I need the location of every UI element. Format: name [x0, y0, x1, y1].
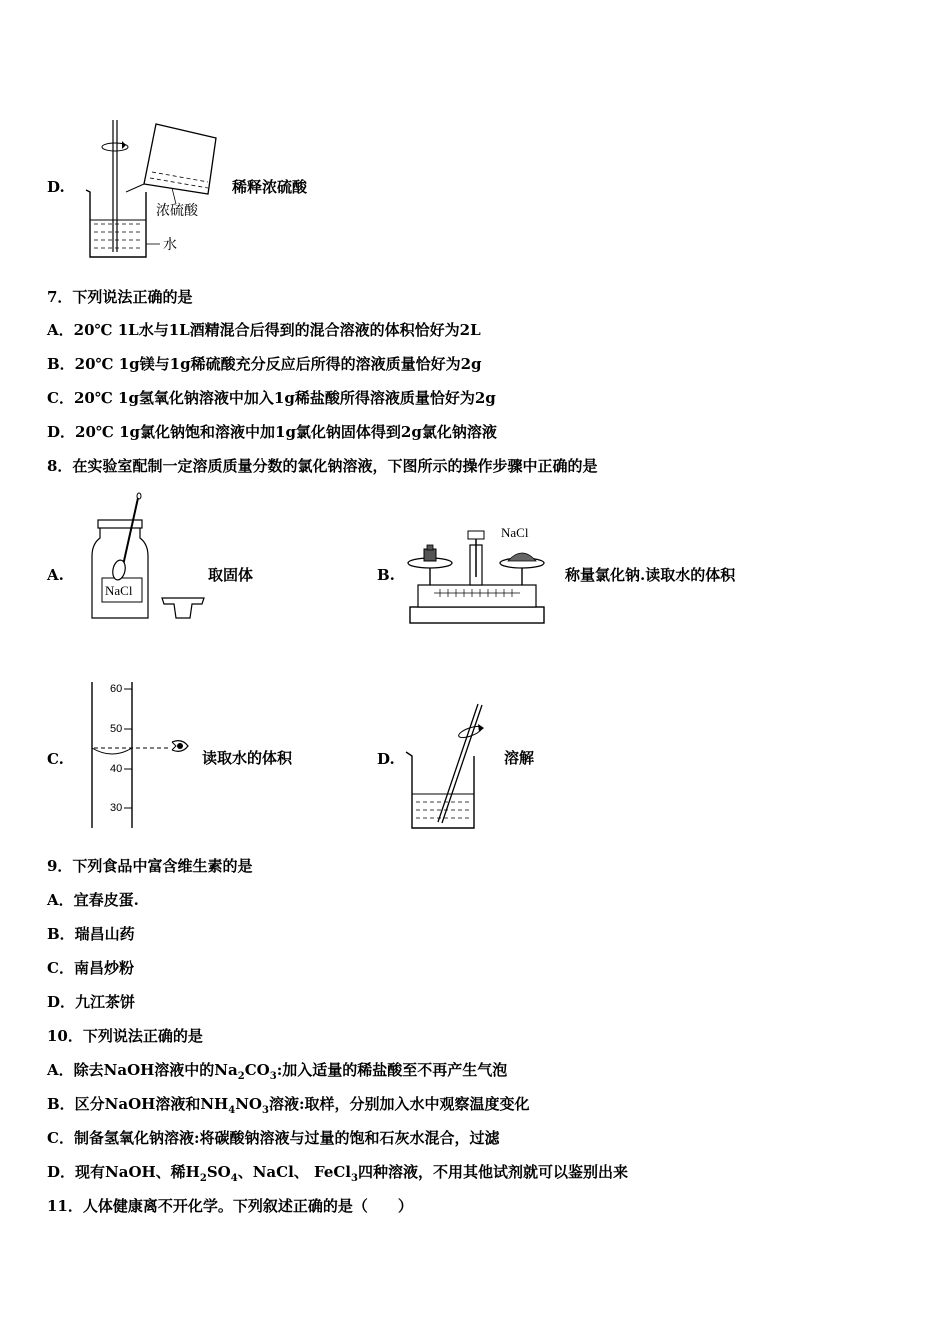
tick-30: 30	[110, 802, 123, 814]
label-nacl-pan: NaCl	[501, 525, 529, 540]
q7-option-d: D．20℃ 1g氯化钠饱和溶液中加1g氯化钠固体得到2g氯化钠溶液	[47, 423, 497, 441]
q8-option-b-caption: 称量氯化钠.读取水的体积	[565, 566, 736, 584]
q10-option-c: C．制备氢氧化钠溶液:将碳酸钠溶液与过量的饱和石灰水混合，过滤	[47, 1129, 500, 1147]
q9-option-c: C．南昌炒粉	[47, 959, 134, 977]
q7-option-a: A．20℃ 1L水与1L酒精混合后得到的混合溶液的体积恰好为2L	[47, 321, 481, 339]
q8-option-a-caption: 取固体	[208, 566, 254, 584]
label-water: 水	[163, 237, 177, 253]
q10-stem: 10．下列说法正确的是	[47, 1027, 203, 1045]
q6-option-d-caption: 稀释浓硫酸	[232, 178, 308, 196]
q7-option-c: C．20℃ 1g氢氧化钠溶液中加入1g稀盐酸所得溶液质量恰好为2g	[47, 389, 496, 407]
q8-option-d-caption: 溶解	[504, 749, 535, 767]
q9-option-b: B．瑞昌山药	[47, 925, 135, 943]
q11-stem: 11．人体健康离不开化学。下列叙述正确的是（ ）	[47, 1197, 413, 1215]
dissolve-figure	[402, 698, 502, 833]
q7-option-b: B．20℃ 1g镁与1g稀硫酸充分反应后所得的溶液质量恰好为2g	[47, 355, 482, 373]
label-conc-acid: 浓硫酸	[156, 203, 198, 219]
dilute-acid-figure	[78, 112, 228, 267]
tick-50: 50	[110, 723, 123, 735]
tick-60: 60	[110, 683, 123, 695]
q8-option-a-letter: A.	[47, 566, 64, 584]
q10-option-d: D．现有NaOH、稀$H_2SO_4$、NaCl、 FeCl$_3$四种溶液，不用其他试剂就可以鉴别出来	[47, 1163, 628, 1184]
q8-stem: 8．在实验室配制一定溶质质量分数的氯化钠溶液，下图所示的操作步骤中正确的是	[47, 457, 598, 475]
q8-option-d-letter: D.	[377, 750, 395, 768]
q9-option-a: A．宜春皮蛋.	[47, 891, 139, 909]
q10-option-b: B．区分NaOH溶液和$NH_4NO_3$溶液:取样，分别加入水中观察温度变化	[47, 1095, 530, 1116]
q9-stem: 9．下列食品中富含维生素的是	[47, 857, 253, 875]
q6-option-d-letter: D.	[47, 178, 65, 196]
q10-option-a: A．除去NaOH溶液中的$Na_2CO_3$:加入适量的稀盐酸至不再产生气泡	[47, 1061, 508, 1082]
q8-option-c-caption: 读取水的体积	[202, 749, 293, 767]
q8-option-b-letter: B.	[377, 566, 395, 584]
q7-stem: 7．下列说法正确的是	[47, 288, 193, 306]
graduated-cylinder-figure	[84, 676, 194, 836]
q9-option-d: D．九江茶饼	[47, 993, 136, 1011]
q8-option-c-letter: C.	[47, 750, 64, 768]
take-solid-figure	[86, 490, 211, 625]
tick-40: 40	[110, 763, 123, 775]
label-nacl-bottle: NaCl	[105, 583, 133, 598]
